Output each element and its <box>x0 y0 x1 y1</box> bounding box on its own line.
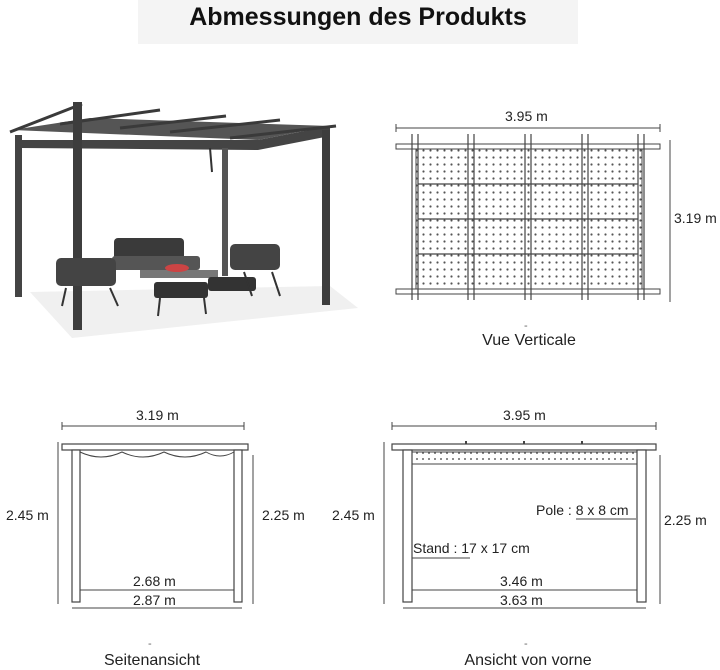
side-right-height: 2.25 m <box>262 507 305 523</box>
side-outer-span: 2.87 m <box>133 592 176 608</box>
front-width-label: 3.95 m <box>503 407 546 423</box>
side-width-label: 3.19 m <box>136 407 179 423</box>
page-title: Abmessungen des Produkts <box>138 0 578 44</box>
pergola-illustration <box>10 102 358 338</box>
side-view-caption: Seitenansicht <box>103 652 201 669</box>
front-view-caption: Ansicht von vorne <box>464 652 592 669</box>
top-width-label: 3.95 m <box>505 108 548 124</box>
front-right-height: 2.25 m <box>664 512 707 528</box>
top-caption-marker: - <box>524 320 528 332</box>
side-left-height: 2.45 m <box>6 507 49 523</box>
front-left-height: 2.45 m <box>332 507 375 523</box>
stand-size-label: Stand : 17 x 17 cm <box>413 540 530 556</box>
front-outer-span: 3.63 m <box>500 592 543 608</box>
front-caption-marker: - <box>524 638 528 650</box>
top-view-caption: Vue Verticale <box>482 332 576 349</box>
pole-size-label: Pole : 8 x 8 cm <box>536 502 629 518</box>
front-inner-span: 3.46 m <box>500 573 543 589</box>
top-depth-label: 3.19 m <box>674 210 717 226</box>
side-inner-span: 2.68 m <box>133 573 176 589</box>
top-view-diagram <box>396 124 670 302</box>
side-caption-marker: - <box>148 638 152 650</box>
